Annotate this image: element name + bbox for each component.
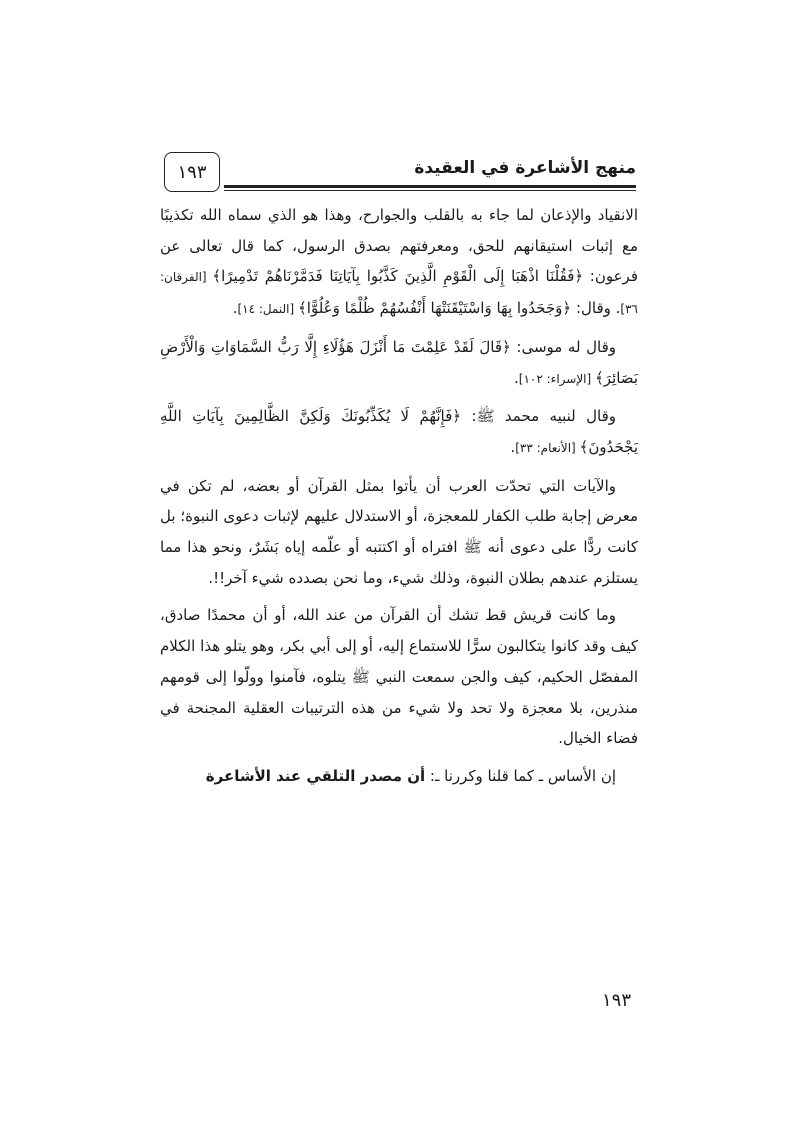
verse-reference-naml: [النمل: ١٤]	[237, 302, 299, 317]
quran-verse-anam: ﴿فَإِنَّهُمْ لَا يُكَذِّبُونَكَ وَلَكِنَّ الظَّالِمِينَ بِآيَاتِ اللَّهِ يَجْحَدُونَ﴾	[160, 407, 638, 456]
paragraph-2-end: .	[514, 368, 519, 387]
running-title: منهج الأشاعرة في العقيدة	[414, 158, 636, 178]
verse-reference-furqan: [الفرقان: ٣٦]	[160, 270, 638, 317]
paragraph-2-intro: وقال له موسى:	[510, 337, 616, 356]
paragraph-2	[160, 332, 638, 394]
paragraph-5: وما كانت قريش قط تشك أن القرآن من عند الله، أو أن محمدًا صادق، كيف وقد كانوا يتكالبون سرًّا للاستماع إليه، أو إلى أبي بكر، وهو يتلو هذا الكلام المفصّل الحكيم، كيف والجن سمعت النبي ﷺ يتلوه، فآمنوا وولّوا إلى قومهم منذرين، بلا معجزة ولا تحد ولا شيء من هذه الترتيبات العقلية المجنحة في فضاء الخيال.	[160, 606, 638, 748]
verse-reference-isra: [الإسراء: ١٠٢]	[518, 371, 595, 386]
paragraph-6	[160, 761, 638, 792]
paragraph-6-bold: أن مصدر التلقي عند الأشاعرة	[205, 766, 426, 785]
footer-page-number: ١٩٣	[602, 990, 632, 1011]
header-page-number: ١٩٣	[164, 152, 220, 192]
quran-verse-naml: ﴿وَجَحَدُوا بِهَا وَاسْتَيْقَنَتْهَا أَنْفُسُهُمْ ظُلْمًا وَعُلُوًّا﴾	[298, 299, 572, 318]
quran-verse-isra: ﴿قَالَ لَقَدْ عَلِمْتَ مَا أَنْزَلَ هَؤُلَاءِ إِلَّا رَبُّ السَّمَاوَاتِ وَالْأَرْضِ بَصَائِرَ﴾	[160, 337, 638, 387]
paragraph-1-mid: . وقال:	[571, 299, 621, 318]
paragraph-3	[160, 401, 638, 463]
paragraph-6-text: إن الأساس ـ كما قلنا وكررنا ـ:	[425, 766, 616, 785]
paragraph-1	[160, 200, 638, 325]
paragraph-4: والآيات التي تحدّت العرب أن يأتوا بمثل القرآن أو بعضه، لم تكن في معرض إجابة طلب الكفار للمعجزة، أو الاستدلال عليهم لإثبات دعوى النبوة؛ بل كانت ردًّا على دعوى أنه ﷺ افتراه أو اكتتبه أو علّمه إياه بَشَرٌ، ونحو هذا مما يستلزم عندهم بطلان النبوة، وذلك شيء، وما نحن بصدده شيء آخر!!.	[160, 476, 638, 587]
header-rule-thin	[224, 190, 636, 191]
verse-reference-anam: [الأنعام: ٣٣]	[515, 440, 580, 455]
paragraph-1-end: .	[232, 299, 238, 318]
paragraph-3-end: .	[510, 437, 516, 456]
header-rule-thick	[224, 185, 636, 188]
paragraph-3-intro: وقال لنبيه محمد ﷺ:	[461, 407, 616, 426]
quran-verse-furqan: ﴿فَقُلْنَا اذْهَبَا إِلَى الْقَوْمِ الَّذِينَ كَذَّبُوا بِآيَاتِنَا فَدَمَّرْنَاهُمْ تَدْمِيرًا﴾	[212, 267, 584, 286]
page-header	[164, 152, 636, 196]
page-body	[160, 200, 638, 792]
paragraph-1-text: الانقياد والإذعان لما جاء به بالقلب والجوارح، وهذا هو الذي سماه الله تكذيبًا مع إثبات استيقانهم للحق، ومعرفتهم بصدق الرسول، كما قال تعالى عن فرعون:	[160, 206, 639, 286]
